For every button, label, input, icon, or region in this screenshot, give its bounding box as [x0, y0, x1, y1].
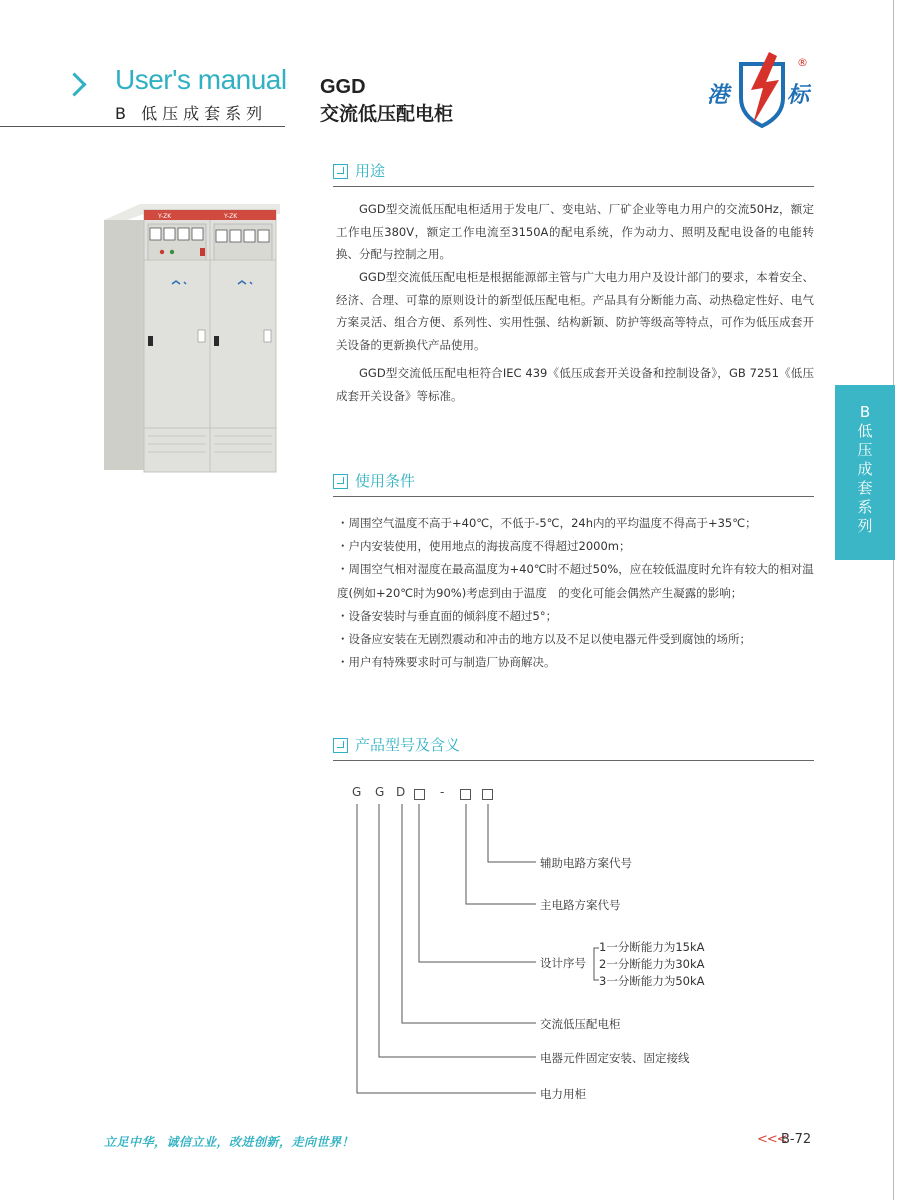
arrow-box-icon	[333, 738, 348, 753]
registered-mark: ®	[797, 56, 808, 69]
arrow-box-icon	[333, 474, 348, 489]
side-tab-label: B 低 压 成 套 系 列	[857, 403, 873, 535]
chevron-right-icon	[62, 72, 86, 96]
footer-slogan: 立足中华，诚信立业，改进创新，走向世界！	[104, 1135, 355, 1149]
header-divider	[0, 126, 285, 127]
manual-title: User's manual	[115, 64, 287, 95]
list-item: ・周围空气温度不高于+40℃，不低于-5℃，24h内的平均温度不得高于+35℃；	[337, 516, 757, 530]
design-option-2: 2一分断能力为30kA	[599, 957, 705, 971]
conditions-title: 使用条件	[355, 472, 416, 490]
code-letter-d: D	[396, 785, 406, 799]
usage-paragraph-1: GGD型交流低压配电柜适用于发电厂、变电站、厂矿企业等电力用户的交流50Hz，额定工作电压380V，额定工作电流至3150A的配电系统，作为动力、照明及配电设备的电能转换、分配与控制之用。	[336, 202, 814, 262]
brand-logo	[705, 50, 817, 130]
arrow-box-icon	[333, 164, 348, 179]
list-item: ・周围空气相对湿度在最高温度为+40℃时不超过50%，应在较低温度时允许有较大的相对温度(例如+20℃时为90%)考虑到由于温度 的变化可能会偶然产生凝露的影响；	[337, 562, 814, 600]
design-option-3: 3一分断能力为50kA	[599, 974, 705, 988]
usage-paragraph-3: GGD型交流低压配电柜符合IEC 439《低压成套开关设备和控制设备》，GB 7251《低压成套开关设备》等标准。	[336, 366, 814, 403]
list-item: ・户内安装使用，使用地点的海拔高度不得超过2000m；	[337, 539, 631, 554]
list-item: ・用户有特殊要求时可与制造厂协商解决。	[337, 655, 556, 670]
label-main-circuit: 主电路方案代号	[540, 898, 621, 912]
list-item: ・设备安装时与垂直面的倾斜度不超过5°；	[337, 608, 558, 623]
page-number: B-72	[781, 1132, 812, 1147]
label-ac-cabinet: 交流低压配电柜	[540, 1017, 621, 1031]
left-cabinet-label: Y-ZK	[158, 213, 172, 220]
conditions-section-heading	[333, 468, 814, 497]
model-diagram-lines	[340, 790, 540, 1110]
product-name: 交流低压配电柜	[320, 103, 454, 125]
usage-title: 用途	[355, 162, 386, 180]
code-letter-g1: G	[352, 785, 362, 799]
series-subtitle: B 低压成套系列	[115, 104, 268, 123]
code-dash: -	[440, 785, 445, 799]
product-photo	[100, 200, 285, 475]
list-item: ・设备应安装在无剧烈震动和冲击的地方以及不足以使电器元件受到腐蚀的场所；	[337, 632, 751, 647]
label-power-cabinet: 电力用柜	[540, 1087, 586, 1101]
label-fixed-install: 电器元件固定安装、固定接线	[540, 1051, 690, 1065]
product-code: GGD	[320, 76, 366, 98]
usage-section-heading	[333, 158, 814, 187]
brand-char-1: 港	[707, 83, 730, 108]
design-option-1: 1一分断能力为15kA	[599, 940, 705, 954]
label-design-number: 设计序号	[540, 956, 586, 970]
label-aux-circuit: 辅助电路方案代号	[540, 856, 632, 870]
footer-arrows: <<<	[757, 1132, 787, 1147]
brand-char-2: 标	[787, 83, 810, 108]
model-section-heading	[333, 732, 814, 761]
series-side-tab	[835, 385, 895, 560]
page-edge-rule	[893, 0, 894, 1200]
model-title: 产品型号及含义	[355, 736, 461, 754]
conditions-list	[337, 512, 817, 674]
usage-paragraph-2: GGD型交流低压配电柜是根据能源部主管与广大电力用户及设计部门的要求，本着安全、经济、合理、可靠的原则设计的新型低压配电柜。产品具有分断能力高、动热稳定性好、电气方案灵活、组合方便、系列性、实用性强、结构新颖、防护等级高等特点，可作为低压成套开关设备的更新换代产品使用。	[336, 270, 814, 353]
code-letter-g2: G	[375, 785, 385, 799]
right-cabinet-label: Y-ZK	[224, 213, 238, 220]
